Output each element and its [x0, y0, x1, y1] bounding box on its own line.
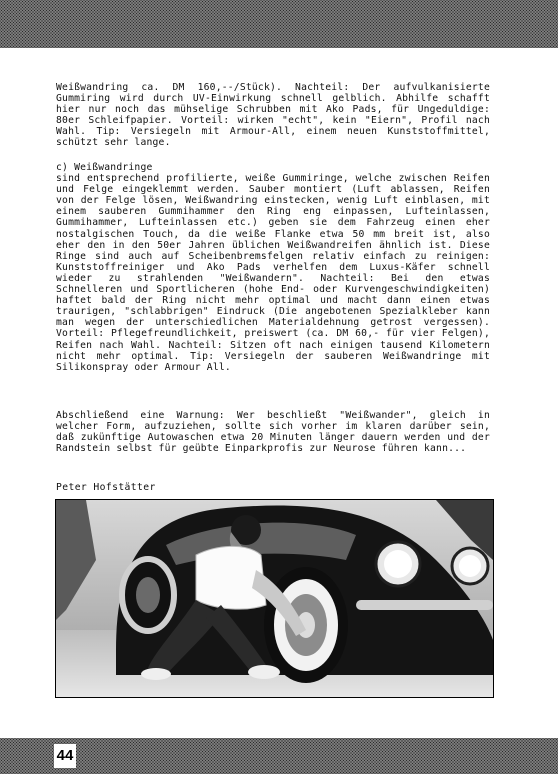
section-c-block [56, 162, 490, 373]
closing-block [56, 410, 490, 454]
paragraph-whitewall-vulcanized: Weißwandring ca. DM 160,--/Stück). Nachteil: Der aufvulkanisierte Gummiring wird durch UV-Einwirkung schnell gelblich. Abhilfe schafft hier nur noch das mühselige Schrubben mit Ako Pads, für Ungeduldige: 80er Schleifpapier. Vorteil: wirken "echt", kein "Eiern", Profil nach Wahl. Tip: Versiegeln mit Armour-All, einem neuen Kunststoffmittel, schützt sehr lange. [56, 82, 490, 149]
section-c-body: sind entsprechend profilierte, weiße Gummiringe, welche zwischen Reifen und Felge eingeklemmt werden. Sauber montiert (Luft ablassen, Reifen von der Felge lösen, Weißwandring einstecken, wenig Luft einblasen, mit einem sauberen Gummihammer den Ring eng einpassen, Lufteinlassen, Gummihammer, Lufteinlassen etc.) geben sie dem Fahrzeug einen eher nostalgischen Touch, da die weiße Flanke etwa 50 mm breit ist, also eher den in den 50er Jahren üblichen Weißwandreifen ähnlich ist. Diese Ringe sind auch auf Scheibenbremsfelgen relativ einfach zu reinigen: Kunststoffreiniger und Ako Pads verhelfen dem Luxus-Käfer schnell wieder zu strahlenden "Weißwandern". Nachteil: Bei den etwas Schnelleren und Sportlicheren (hohe End- oder Kurvengeschwindigkeiten) haftet bald der Ring nicht mehr optimal und macht dann einen etwas traurigen, "schlabbrigen" Eindruck (Die angebotenen Spezialkleber kann man wegen der unterschiedlichen Materialdehnung getrost vergessen). Vorteil: Pflegefreundlichkeit, preiswert (ca. DM 60,- für vier Felgen), Reifen nach Wahl. Nachteil: Sitzen oft nach einigen tausend Kilometern nicht mehr optimal. Tip: Versiegeln der sauberen Weißwandringe mit Silikonspray oder Armour All. [56, 173, 490, 373]
top-dither-band [0, 0, 558, 48]
car-wheel-photo [55, 499, 494, 698]
page-number: 44 [54, 744, 76, 768]
section-c-heading: c) Weißwandringe [56, 162, 153, 173]
bottom-dither-band [0, 738, 558, 774]
photo-illustration [56, 500, 493, 697]
closing-paragraph: Abschließend eine Warnung: Wer beschließt "Weißwander", gleich in welcher Form, aufzuziehen, sollte sich vorher im klaren darüber sein, daß zukünftige Autowaschen etwa 20 Minuten länger dauern werden und der Randstein selbst für geübte Einparkprofis zur Neurose führen kann... [56, 410, 490, 455]
article-text-block [56, 82, 490, 149]
author-byline: Peter Hofstätter [56, 482, 156, 493]
